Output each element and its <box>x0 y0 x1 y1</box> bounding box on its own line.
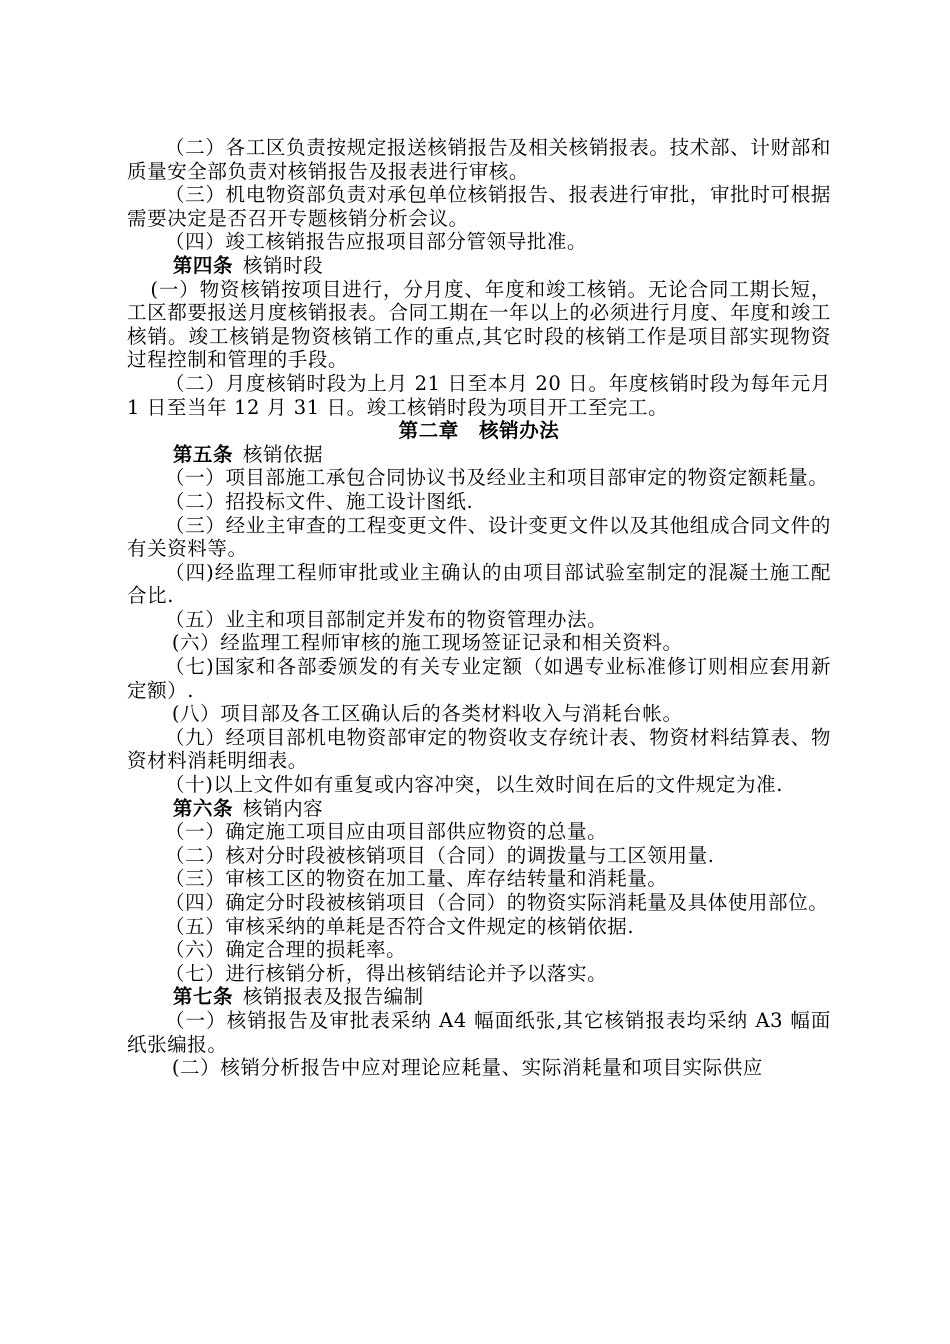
article-number: 第六条 <box>172 796 234 820</box>
paragraph: （六）确定合理的损耗率。 <box>165 938 407 962</box>
paragraph: (一）物资核销按项目进行，分月度、年度和竣工核销。无论合同工期长短，工区都要报送月度核销报表。合同工期在一年以上的必须进行月度、年度和竣工核销。竣工核销是物资核销工作的重点,其它时段的核销工作是项目部实现物资过程控制和管理的手段。 <box>127 277 831 372</box>
paragraph: (六）经监理工程师审核的施工现场签证记录和相关资料。 <box>171 631 683 655</box>
paragraph: （三）机电物资部负责对承包单位核销报告、报表进行审批，审批时可根据需要决定是否召开专题核销分析会议。 <box>127 183 831 230</box>
paragraph: （四）确定分时段被核销项目（合同）的物资实际消耗量及具体使用部位。 <box>165 891 829 914</box>
paragraph: （一）确定施工项目应由项目部供应物资的总量。 <box>165 820 608 844</box>
article-heading <box>127 443 831 467</box>
article-title: 核销依据 <box>242 442 324 466</box>
article-heading <box>127 797 831 821</box>
paragraph: （七）进行核销分析，得出核销结论并予以落实。 <box>165 961 608 985</box>
paragraph: （三）经业主审查的工程变更文件、设计变更文件以及其他组成合同文件的有关资料等。 <box>127 513 831 561</box>
paragraph: （四)经监理工程师审批或业主确认的由项目部试验室制定的混凝土施工配合比. <box>127 560 831 608</box>
article-number: 第五条 <box>172 442 234 466</box>
paragraph: （二）各工区负责按规定报送核销报告及相关核销报表。技术部、计财部和质量安全部负责对核销报告及报表进行审核。 <box>127 136 831 183</box>
article-heading <box>127 254 831 278</box>
paragraph: （二）招投标文件、施工设计图纸. <box>165 489 474 513</box>
paragraph: （五）业主和项目部制定并发布的物资管理办法。 <box>165 607 608 631</box>
paragraph: （十)以上文件如有重复或内容冲突，以生效时间在后的文件规定为准. <box>165 773 784 797</box>
article-title: 核销内容 <box>242 796 324 820</box>
paragraph: （四）竣工核销报告应报项目部分管领导批准。 <box>165 230 588 254</box>
paragraph: (八）项目部及各工区确认后的各类材料收入与消耗台帐。 <box>171 702 683 726</box>
paragraph: （一）核销报告及审批表采纳 A4 幅面纸张,其它核销报表均采纳 A3 幅面纸张编报。 <box>127 1008 831 1056</box>
article-number: 第四条 <box>172 253 234 277</box>
paragraph: （九）经项目部机电物资部审定的物资收支存统计表、物资材料结算表、物资材料消耗明细表。 <box>127 725 831 773</box>
paragraph: （五）审核采纳的单耗是否符合文件规定的核销依据. <box>165 914 635 938</box>
paragraph: (二）核销分析报告中应对理论应耗量、实际消耗量和项目实际供应 <box>171 1056 763 1080</box>
article-title: 核销时段 <box>242 253 324 277</box>
article-heading <box>127 985 831 1009</box>
chapter-heading: 第二章 核销办法 <box>398 419 560 443</box>
paragraph: （二）核对分时段被核销项目（合同）的调拨量与工区领用量. <box>165 843 715 867</box>
article-number: 第七条 <box>172 985 234 1009</box>
paragraph: （七)国家和各部委颁发的有关专业定额（如遇专业标准修订则相应套用新定额）. <box>127 655 831 702</box>
paragraph: （三）审核工区的物资在加工量、库存结转量和消耗量。 <box>165 867 668 891</box>
document-page <box>127 136 831 1080</box>
paragraph: （二）月度核销时段为上月 21 日至本月 20 日。年度核销时段为每年元月 1 日至当年 12 月 31 日。竣工核销时段为项目开工至完工。 <box>127 371 831 419</box>
article-title: 核销报表及报告编制 <box>242 985 424 1009</box>
paragraph: （一）项目部施工承包合同协议书及经业主和项目部审定的物资定额耗量。 <box>165 466 829 490</box>
